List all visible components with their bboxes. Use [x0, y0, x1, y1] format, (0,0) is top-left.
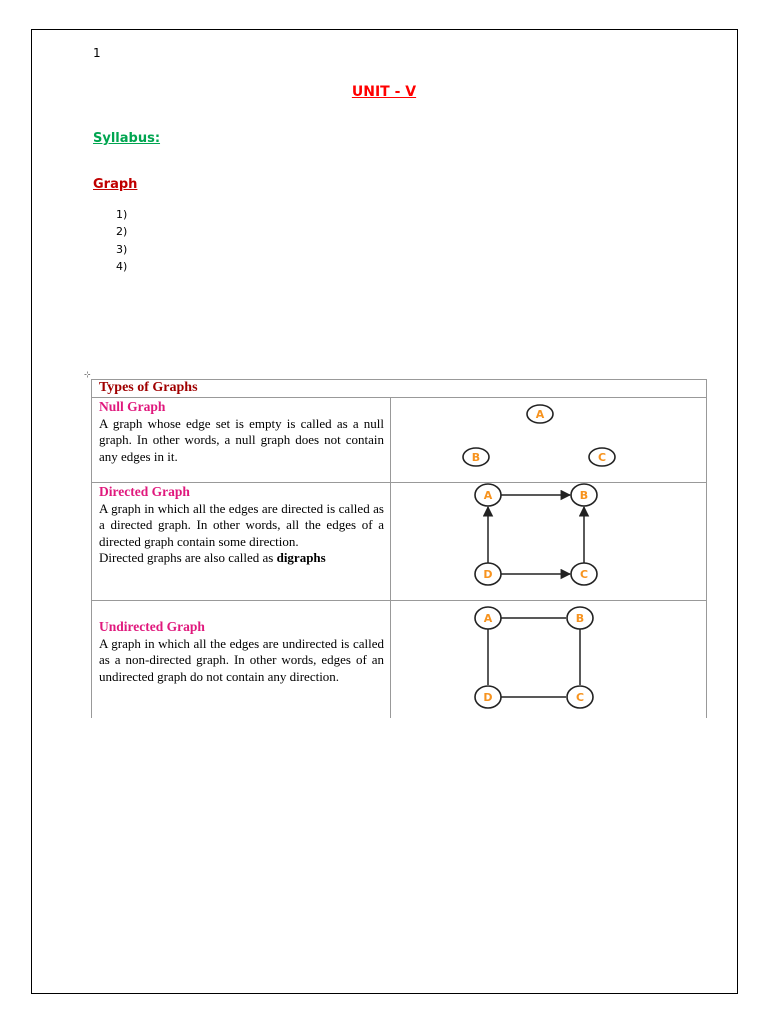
- undirected-graph-title: Undirected Graph: [99, 619, 205, 634]
- directed-graph-title: Directed Graph: [99, 484, 190, 499]
- undirected-node-label: B: [575, 612, 585, 625]
- note-text: Directed graphs are also called as: [99, 550, 277, 565]
- null-node-label: A: [535, 408, 545, 421]
- null-node-label: B: [471, 451, 481, 464]
- undirected-node-C: [567, 686, 593, 708]
- directed-node-label: A: [483, 489, 493, 502]
- digraphs-term: digraphs: [276, 550, 326, 565]
- null-graph-description: A graph whose edge set is empty is called as a null graph. In other words, a null graph does not contain any edges in it.: [99, 415, 384, 464]
- table-caption: Types of Graphs: [99, 380, 198, 395]
- directed-graph-diagram: [475, 484, 597, 585]
- syllabus-heading: Syllabus:: [93, 131, 161, 146]
- undirected-node-D: [475, 686, 501, 708]
- directed-node-B: [571, 484, 597, 506]
- null-graph-title: Null Graph: [99, 399, 166, 414]
- directed-node-A: [475, 484, 501, 506]
- undirected-node-label: C: [575, 691, 585, 704]
- graph-heading: Graph: [93, 177, 138, 192]
- page-number: 1: [93, 46, 101, 60]
- list-item: 3): [116, 242, 128, 256]
- undirected-graph-description: A graph in which all the edges are undirected is called as a non-directed graph. In other words, edges of an undirected graph do not contain any direction.: [99, 635, 384, 684]
- directed-node-label: D: [483, 568, 493, 581]
- directed-graph-description: A graph in which all the edges are directed is called as a directed graph. In other words, all the edges of a directed graph contain some direction.: [99, 500, 384, 549]
- directed-node-label: C: [579, 568, 589, 581]
- null-node-label: C: [597, 451, 607, 464]
- unit-title: UNIT - V: [351, 84, 417, 100]
- null-node-B: [463, 448, 489, 466]
- null-node-C: [589, 448, 615, 466]
- directed-node-C: [571, 563, 597, 585]
- table-move-handle-icon[interactable]: ⊹: [84, 370, 91, 379]
- list-item: 1): [116, 208, 128, 221]
- undirected-node-B: [567, 607, 593, 629]
- undirected-node-label: D: [483, 691, 493, 704]
- undirected-node-label: A: [483, 612, 493, 625]
- directed-node-label: B: [579, 489, 589, 502]
- list-item: 4): [116, 259, 128, 273]
- undirected-node-A: [475, 607, 501, 629]
- null-node-A: [527, 405, 553, 423]
- null-graph-diagram: [463, 405, 615, 466]
- undirected-graph-diagram: [475, 607, 593, 708]
- list-item: 2): [116, 225, 128, 239]
- directed-node-D: [475, 563, 501, 585]
